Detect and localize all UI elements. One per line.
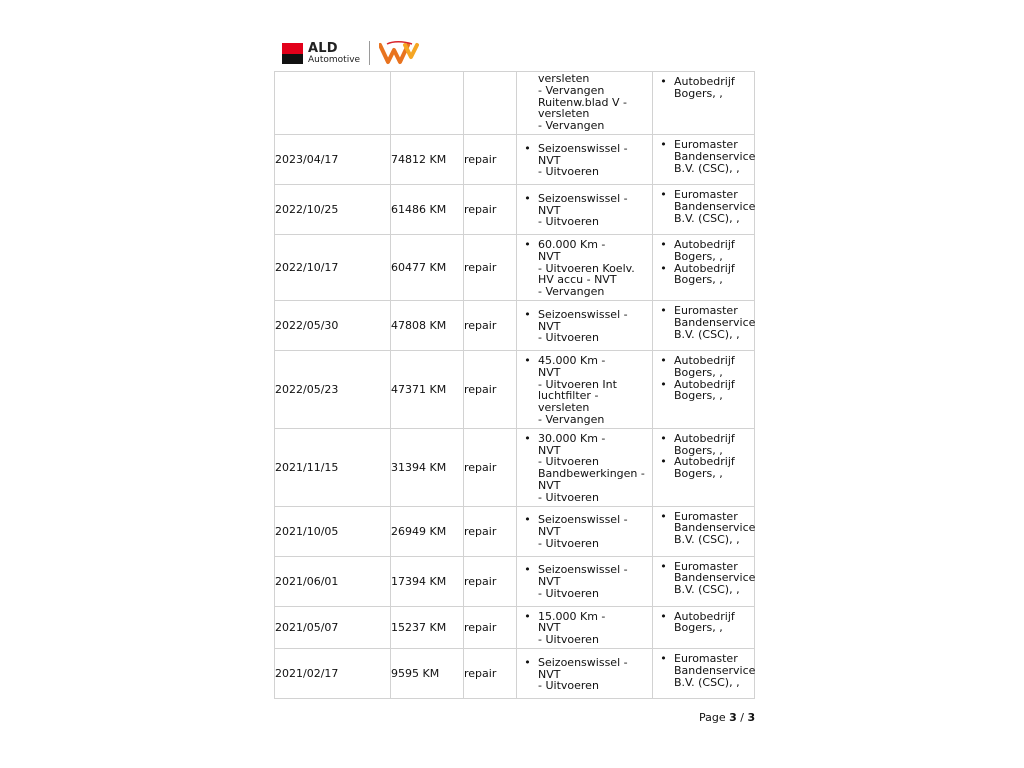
- type-cell: repair: [464, 506, 517, 556]
- desc-item-title: 15.000 Km -: [538, 609, 606, 623]
- list-item: [517, 355, 652, 367]
- bullet-icon: •: [524, 563, 531, 577]
- desc-line: - Uitvoeren: [538, 455, 599, 469]
- desc-line: - Uitvoeren: [538, 679, 599, 693]
- dealer-name-cont: Bandenservice: [674, 199, 756, 213]
- km-cell: 31394 KM: [391, 428, 464, 506]
- desc-line: NVT: [538, 249, 561, 263]
- bullet-icon: •: [660, 187, 667, 201]
- description-cell: [517, 506, 653, 556]
- desc-line: NVT: [538, 575, 561, 589]
- table-row: [275, 606, 755, 648]
- desc-line: Bandbewerkingen -: [538, 467, 645, 481]
- dealer-name-cont: Bogers, ,: [674, 86, 723, 100]
- km-cell: [391, 72, 464, 135]
- dealer-name-cont: Bogers, ,: [674, 249, 723, 263]
- type-cell: repair: [464, 428, 517, 506]
- dealer-name: Autobedrijf: [674, 609, 735, 623]
- km-cell: 15237 KM: [391, 606, 464, 648]
- bullet-icon: •: [660, 137, 667, 151]
- desc-line: - Uitvoeren: [538, 331, 599, 345]
- page-current: 3: [729, 711, 737, 724]
- dealer-name: Autobedrijf: [674, 75, 735, 88]
- dealer-name-cont: Bandenservice: [674, 315, 756, 329]
- desc-line: NVT: [538, 319, 561, 333]
- date-cell: 2022/10/17: [275, 234, 391, 300]
- description-cell: [517, 350, 653, 428]
- dealer-name: Autobedrijf: [674, 455, 735, 469]
- desc-line: - Vervangen: [538, 285, 605, 299]
- description-cell: [517, 234, 653, 300]
- list-item: [517, 193, 652, 205]
- dealer-name: Autobedrijf: [674, 431, 735, 445]
- table-row: [275, 134, 755, 184]
- dealer-cell: [653, 184, 755, 234]
- type-cell: repair: [464, 648, 517, 698]
- km-cell: 47808 KM: [391, 300, 464, 350]
- list-item: [653, 355, 754, 367]
- table-row: [275, 350, 755, 428]
- bullet-icon: •: [524, 353, 531, 367]
- type-cell: repair: [464, 556, 517, 606]
- desc-line: NVT: [538, 203, 561, 217]
- list-item: [517, 239, 652, 251]
- dealer-name-cont: Bandenservice: [674, 571, 756, 585]
- bullet-icon: •: [660, 431, 667, 445]
- dealer-name-cont: Bogers, ,: [674, 621, 723, 635]
- desc-line: NVT: [538, 478, 561, 492]
- list-item: [517, 309, 652, 321]
- desc-line: - Uitvoeren: [538, 165, 599, 179]
- description-cell: [517, 648, 653, 698]
- bullet-icon: •: [524, 609, 531, 623]
- type-cell: repair: [464, 134, 517, 184]
- bullet-icon: •: [660, 651, 667, 665]
- list-item: [653, 653, 754, 665]
- list-item: [517, 657, 652, 669]
- table-row: [275, 556, 755, 606]
- table-row: [275, 234, 755, 300]
- table-row: [275, 648, 755, 698]
- date-cell: 2021/10/05: [275, 506, 391, 556]
- maintenance-history-table: [274, 71, 755, 699]
- page-label: Page: [699, 711, 726, 724]
- ald-logo-mark: [282, 43, 303, 64]
- description-cell: [517, 606, 653, 648]
- dealer-cell: [653, 648, 755, 698]
- dealer-name: Autobedrijf: [674, 377, 735, 391]
- desc-line: NVT: [538, 667, 561, 681]
- dealer-cell: [653, 134, 755, 184]
- logo-divider: [369, 41, 370, 65]
- desc-line: - Uitvoeren Koelv.: [538, 261, 635, 275]
- bullet-icon: •: [660, 455, 667, 469]
- bullet-icon: •: [660, 261, 667, 275]
- desc-line: NVT: [538, 153, 561, 167]
- list-item: [653, 239, 754, 251]
- dealer-cell: [653, 350, 755, 428]
- dealer-name-cont: Bogers, ,: [674, 273, 723, 287]
- description-cell: [517, 184, 653, 234]
- dealer-name-cont: Bandenservice: [674, 149, 756, 163]
- bullet-icon: •: [660, 559, 667, 573]
- table-row: [275, 300, 755, 350]
- date-cell: 2022/10/25: [275, 184, 391, 234]
- dealer-cell: [653, 300, 755, 350]
- dealer-name-cont: B.V. (CSC), ,: [674, 161, 740, 175]
- dealer-name: Euromaster: [674, 187, 738, 201]
- dealer-name-cont: B.V. (CSC), ,: [674, 675, 740, 689]
- bullet-icon: •: [524, 307, 531, 321]
- km-cell: 60477 KM: [391, 234, 464, 300]
- desc-line: - Vervangen: [538, 119, 605, 133]
- bullet-icon: •: [524, 191, 531, 205]
- description-cell: [517, 300, 653, 350]
- desc-item-title: Seizoenswissel -: [538, 655, 628, 669]
- bullet-icon: •: [524, 141, 531, 155]
- dealer-name-cont: B.V. (CSC), ,: [674, 211, 740, 225]
- type-cell: repair: [464, 350, 517, 428]
- dealer-name-cont: B.V. (CSC), ,: [674, 327, 740, 341]
- desc-line: - Uitvoeren Int: [538, 377, 617, 391]
- desc-line: NVT: [538, 525, 561, 539]
- km-cell: 26949 KM: [391, 506, 464, 556]
- table-row: [275, 506, 755, 556]
- description-cell: [517, 556, 653, 606]
- desc-item-title: Seizoenswissel -: [538, 513, 628, 527]
- list-item: [653, 433, 754, 445]
- date-cell: [275, 72, 391, 135]
- list-item: [653, 139, 754, 151]
- dealer-name: Autobedrijf: [674, 261, 735, 275]
- date-cell: 2023/04/17: [275, 134, 391, 184]
- bullet-icon: •: [660, 353, 667, 367]
- bullet-icon: •: [660, 609, 667, 623]
- km-cell: 17394 KM: [391, 556, 464, 606]
- date-cell: 2022/05/30: [275, 300, 391, 350]
- header-logos: [282, 40, 419, 66]
- bullet-icon: •: [660, 75, 667, 88]
- date-cell: 2021/02/17: [275, 648, 391, 698]
- date-cell: 2021/05/07: [275, 606, 391, 648]
- bullet-icon: •: [524, 431, 531, 445]
- date-cell: 2022/05/23: [275, 350, 391, 428]
- dealer-cell: [653, 506, 755, 556]
- dealer-name: Autobedrijf: [674, 237, 735, 251]
- list-item: [653, 189, 754, 201]
- dealer-name-cont: B.V. (CSC), ,: [674, 533, 740, 547]
- desc-line: - Uitvoeren: [538, 633, 599, 647]
- description-cell: [517, 72, 653, 135]
- dealer-name: Euromaster: [674, 559, 738, 573]
- bullet-icon: •: [660, 303, 667, 317]
- dealer-name: Euromaster: [674, 509, 738, 523]
- description-cell: [517, 428, 653, 506]
- dealer-name-cont: Bogers, ,: [674, 365, 723, 379]
- ald-logo-text: [308, 42, 360, 65]
- dealer-name: Euromaster: [674, 651, 738, 665]
- dealer-name-cont: B.V. (CSC), ,: [674, 583, 740, 597]
- desc-line: versleten: [538, 72, 590, 85]
- bullet-icon: •: [660, 509, 667, 523]
- bullet-icon: •: [524, 237, 531, 251]
- type-cell: repair: [464, 300, 517, 350]
- desc-item-title: Seizoenswissel -: [538, 191, 628, 205]
- desc-item-title: Seizoenswissel -: [538, 141, 628, 155]
- brand-sub: Automotive: [308, 54, 361, 65]
- dealer-name-cont: Bandenservice: [674, 663, 756, 677]
- dealer-name-cont: Bogers, ,: [674, 467, 723, 481]
- dealer-cell: [653, 72, 755, 135]
- km-cell: 47371 KM: [391, 350, 464, 428]
- desc-line: NVT: [538, 365, 561, 379]
- dealer-cell: [653, 606, 755, 648]
- page-indicator: [699, 711, 755, 724]
- list-item: [517, 143, 652, 155]
- desc-item-title: 60.000 Km -: [538, 237, 606, 251]
- table-row-continued: [275, 72, 755, 135]
- desc-line: versleten: [538, 107, 590, 121]
- desc-line: - Uitvoeren: [538, 215, 599, 229]
- km-cell: 74812 KM: [391, 134, 464, 184]
- bullet-icon: •: [660, 377, 667, 391]
- desc-line: - Vervangen: [538, 83, 605, 97]
- desc-item-title: 30.000 Km -: [538, 431, 606, 445]
- desc-line: Ruitenw.blad V -: [538, 95, 627, 109]
- km-cell: 9595 KM: [391, 648, 464, 698]
- bullet-icon: •: [524, 655, 531, 669]
- bullet-icon: •: [660, 237, 667, 251]
- list-item: [517, 433, 652, 445]
- dealer-name: Autobedrijf: [674, 353, 735, 367]
- type-cell: repair: [464, 606, 517, 648]
- page-total: 3: [747, 711, 756, 724]
- desc-line: NVT: [538, 443, 561, 457]
- desc-line: - Vervangen: [538, 412, 605, 426]
- type-cell: repair: [464, 234, 517, 300]
- desc-item-title: 45.000 Km -: [538, 353, 606, 367]
- date-cell: 2021/06/01: [275, 556, 391, 606]
- type-cell: repair: [464, 184, 517, 234]
- list-item: [653, 305, 754, 317]
- dealer-cell: [653, 428, 755, 506]
- page-sep: /: [740, 711, 745, 724]
- desc-line: luchtfilter - versleten: [538, 389, 599, 415]
- desc-line: - Uitvoeren: [538, 586, 599, 600]
- bullet-icon: •: [524, 513, 531, 527]
- km-cell: 61486 KM: [391, 184, 464, 234]
- desc-line: HV accu - NVT: [538, 273, 617, 287]
- type-cell: [464, 72, 517, 135]
- brand-main: ALD: [308, 40, 338, 56]
- table-row: [275, 184, 755, 234]
- dealer-name: Euromaster: [674, 303, 738, 317]
- dealer-name-cont: Bogers, ,: [674, 443, 723, 457]
- w-logo-icon: [379, 41, 419, 65]
- date-cell: 2021/11/15: [275, 428, 391, 506]
- description-cell: [517, 134, 653, 184]
- dealer-cell: [653, 234, 755, 300]
- desc-item-title: Seizoenswissel -: [538, 307, 628, 321]
- desc-item-title: Seizoenswissel -: [538, 563, 628, 577]
- dealer-cell: [653, 556, 755, 606]
- table-row: [275, 428, 755, 506]
- dealer-name-cont: Bogers, ,: [674, 389, 723, 403]
- desc-line: - Uitvoeren: [538, 490, 599, 504]
- dealer-name: Euromaster: [674, 137, 738, 151]
- desc-line: NVT: [538, 621, 561, 635]
- desc-line: - Uitvoeren: [538, 536, 599, 550]
- dealer-name-cont: Bandenservice: [674, 521, 756, 535]
